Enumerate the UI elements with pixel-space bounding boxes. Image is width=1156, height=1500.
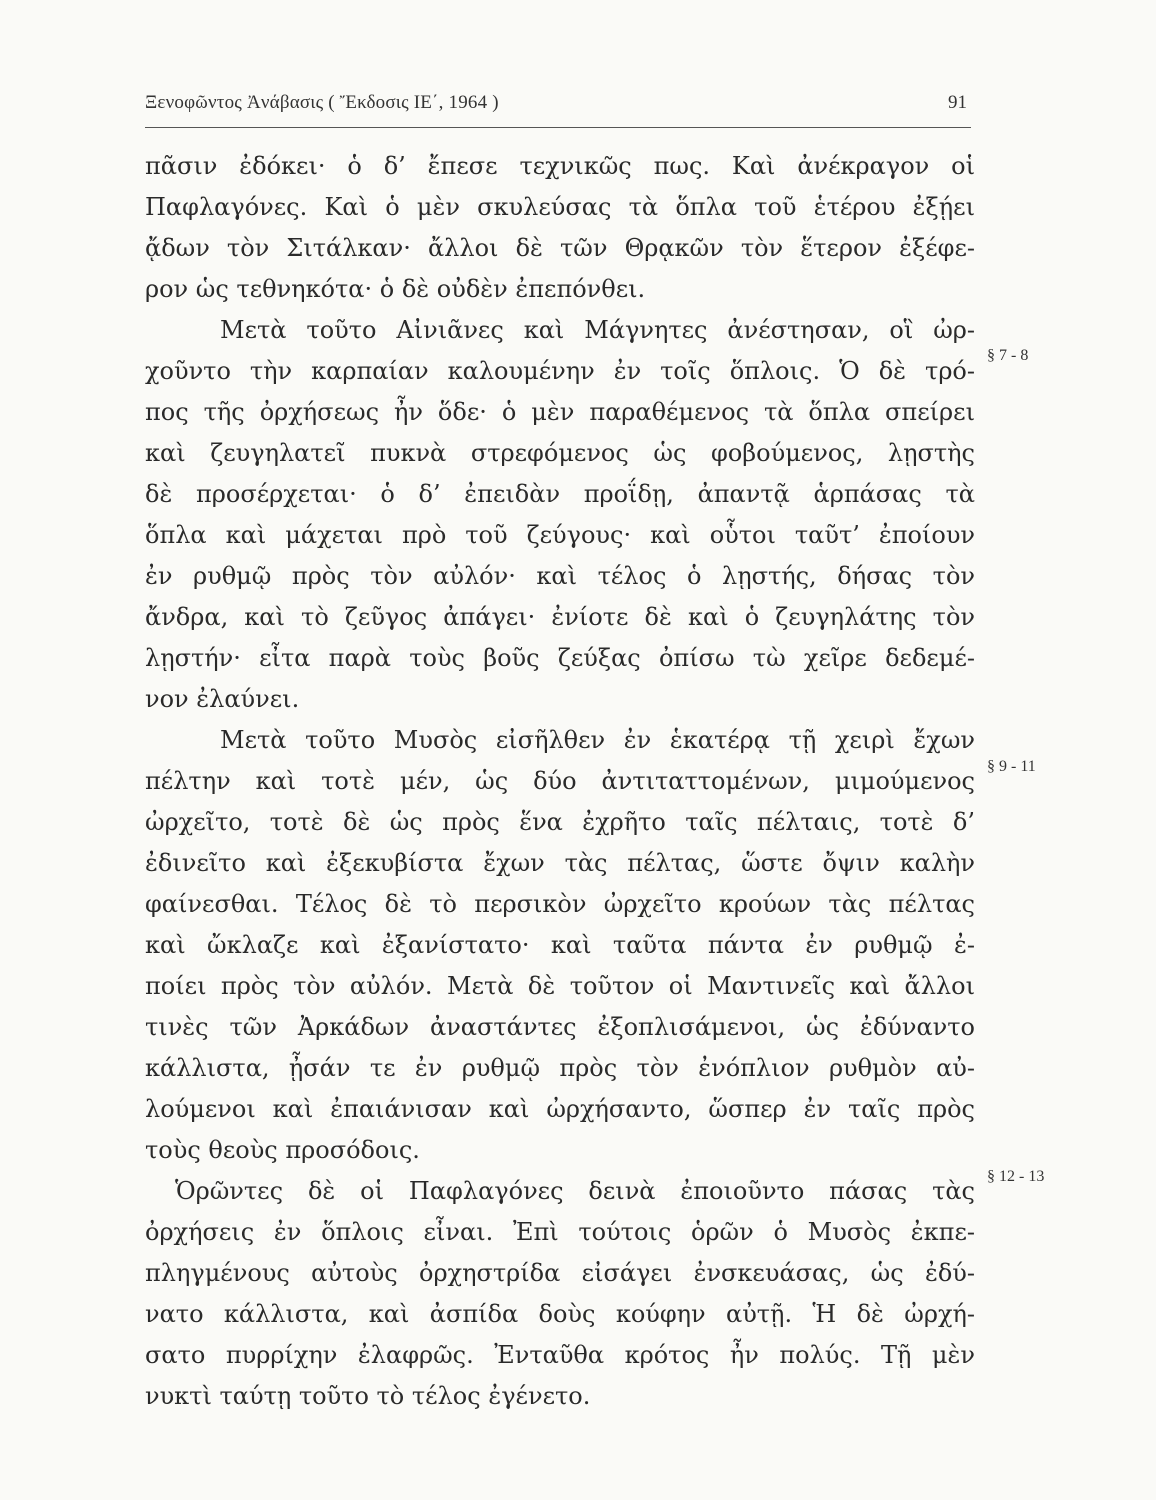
text-line: πέλτην καὶ τοτὲ μέν, ὡς δύο ἀντιταττομένων, μιμούμενος	[145, 767, 975, 795]
text-line: πος τῆς ὀρχήσεως ἦν ὅδε· ὁ μὲν παραθέμενος τὰ ὅπλα σπείρει	[145, 398, 975, 426]
text-line: ἐν ρυθμῷ πρὸς τὸν αὐλόν· καὶ τέλος ὁ λῃστής, δήσας τὸν	[145, 562, 975, 590]
text-line: πᾶσιν ἐδόκει· ὁ δ’ ἔπεσε τεχνικῶς πως. Καὶ ἀνέκραγον οἱ	[145, 152, 975, 180]
text-line: πληγμένους αὐτοὺς ὀρχηστρίδα εἰσάγει ἐνσκευάσας, ὡς ἐδύ-	[145, 1259, 975, 1287]
text-line: χοῦντο τὴν καρπαίαν καλουμένην ἐν τοῖς ὅπλοις. Ὁ δὲ τρό-	[145, 357, 975, 385]
paragraph-1	[145, 146, 975, 310]
text-line: ἄνδρα, καὶ τὸ ζεῦγος ἀπάγει· ἐνίοτε δὲ καὶ ὁ ζευγηλάτης τὸν	[145, 603, 975, 631]
text-line: δὲ προσέρχεται· ὁ δ’ ἐπειδὰν προΐδῃ, ἀπαντᾷ ἁρπάσας τὰ	[145, 480, 975, 508]
text-line: σατο πυρρίχην ἐλαφρῶς. Ἐνταῦθα κρότος ἦν πολύς. Τῇ μὲν	[145, 1341, 975, 1369]
text-line: ὅπλα καὶ μάχεται πρὸ τοῦ ζεύγους· καὶ οὗτοι ταῦτ’ ἐποίουν	[145, 521, 975, 549]
text-line: Ὁρῶντες δὲ οἱ Παφλαγόνες δεινὰ ἐποιοῦντο πάσας τὰς	[175, 1177, 975, 1205]
margin-note-section-ref: § 12 - 13	[987, 1168, 1045, 1185]
header-rule	[145, 127, 971, 128]
text-line: ὀρχήσεις ἐν ὅπλοις εἶναι. Ἐπὶ τούτοις ὁρῶν ὁ Μυσὸς ἐκπε-	[145, 1218, 975, 1246]
running-header-title: Ξενοφῶντος Ἀνάβασις ( Ἔκδοσις ΙΕ΄, 1964 )	[145, 92, 499, 113]
text-line: νον ἐλαύνει.	[145, 685, 300, 713]
text-line: κάλλιστα, ᾖσάν τε ἐν ρυθμῷ πρὸς τὸν ἐνόπλιον ρυθμὸν αὐ-	[145, 1054, 975, 1082]
text-line: τινὲς τῶν Ἀρκάδων ἀναστάντες ἐξοπλισάμενοι, ὡς ἐδύναντο	[145, 1013, 975, 1041]
text-line: νατο κάλλιστα, καὶ ἀσπίδα δοὺς κούφην αὐτῇ. Ἡ δὲ ὠρχή-	[145, 1300, 975, 1328]
body-text	[145, 146, 975, 1417]
text-line: ρον ὡς τεθνηκότα· ὁ δὲ οὐδὲν ἐπεπόνθει.	[145, 275, 646, 303]
text-line: νυκτὶ ταύτῃ τοῦτο τὸ τέλος ἐγένετο.	[145, 1382, 591, 1410]
text-line: ᾄδων τὸν Σιτάλκαν· ἄλλοι δὲ τῶν Θρᾳκῶν τὸν ἕτερον ἐξέφε-	[145, 234, 975, 262]
paragraph-3	[145, 720, 975, 1171]
text-line: Μετὰ τοῦτο Αἰνιᾶνες καὶ Μάγνητες ἀνέστησαν, οἳ ὠρ-	[220, 316, 975, 344]
text-line: ποίει πρὸς τὸν αὐλόν. Μετὰ δὲ τοῦτον οἱ Μαντινεῖς καὶ ἄλλοι	[145, 972, 975, 1000]
text-line: Παφλαγόνες. Καὶ ὁ μὲν σκυλεύσας τὰ ὅπλα τοῦ ἑτέρου ἐξῄει	[145, 193, 975, 221]
margin-note-section-ref: § 7 - 8	[987, 347, 1029, 364]
text-line: τοὺς θεοὺς προσόδοις.	[145, 1136, 420, 1164]
text-line: καὶ ὤκλαζε καὶ ἐξανίστατο· καὶ ταῦτα πάντα ἐν ρυθμῷ ἐ-	[145, 931, 975, 959]
page-number: 91	[948, 92, 967, 113]
text-line: λῃστήν· εἶτα παρὰ τοὺς βοῦς ζεύξας ὀπίσω τὼ χεῖρε δεδεμέ-	[145, 644, 975, 672]
text-line: λούμενοι καὶ ἐπαιάνισαν καὶ ὠρχήσαντο, ὥσπερ ἐν ταῖς πρὸς	[145, 1095, 975, 1123]
text-line: καὶ ζευγηλατεῖ πυκνὰ στρεφόμενος ὡς φοβούμενος, λῃστὴς	[145, 439, 975, 467]
text-line: ἐδινεῖτο καὶ ἐξεκυβίστα ἔχων τὰς πέλτας, ὥστε ὄψιν καλὴν	[145, 849, 975, 877]
text-line: ὠρχεῖτο, τοτὲ δὲ ὡς πρὸς ἕνα ἐχρῆτο ταῖς πέλταις, τοτὲ δ’	[145, 808, 975, 836]
paragraph-2	[145, 310, 975, 720]
text-line: Μετὰ τοῦτο Μυσὸς εἰσῆλθεν ἐν ἑκατέρᾳ τῇ χειρὶ ἔχων	[220, 726, 975, 754]
paragraph-4	[145, 1171, 975, 1417]
text-line: φαίνεσθαι. Τέλος δὲ τὸ περσικὸν ὠρχεῖτο κρούων τὰς πέλτας	[145, 890, 975, 918]
margin-note-section-ref: § 9 - 11	[987, 758, 1036, 775]
